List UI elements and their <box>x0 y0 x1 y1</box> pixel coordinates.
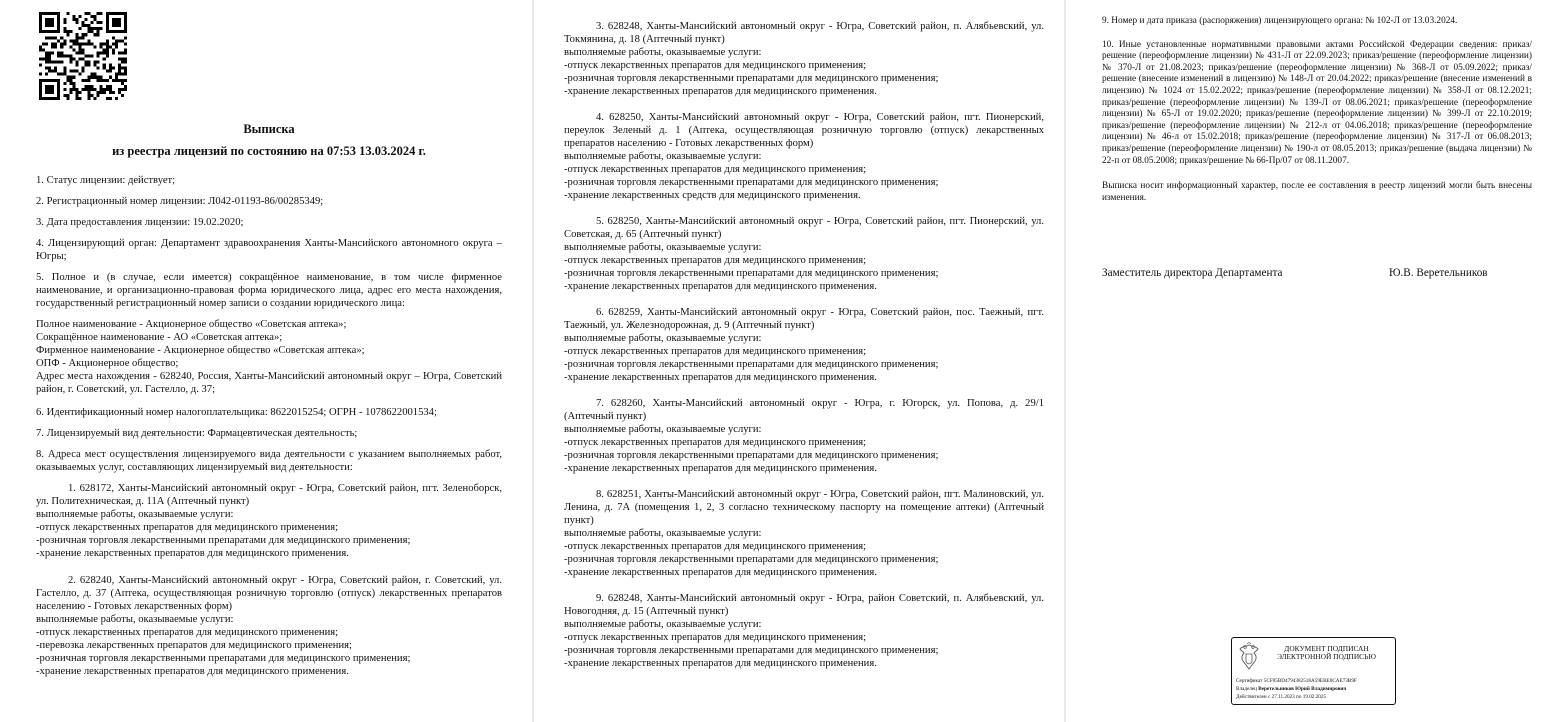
service-line: -розничная торговля лекарственными препаратами для медицинского применения; <box>564 177 939 188</box>
electronic-signature-stamp <box>1231 637 1396 705</box>
org-details <box>36 318 502 396</box>
address-entry <box>36 574 502 678</box>
service-line: -хранение лекарственных препаратов для медицинского применения. <box>36 666 349 677</box>
service-line: -отпуск лекарственных препаратов для медицинского применения; <box>564 632 867 643</box>
service-line: -отпуск лекарственных препаратов для медицинского применения; <box>564 255 867 266</box>
service-line: -розничная торговля лекарственными препаратами для медицинского применения; <box>564 268 939 279</box>
stamp-validity: Действителен с 27.11.2023 по 19.02.2025 <box>1236 694 1327 700</box>
address-heading: 2. 628240, Ханты-Мансийский автономный округ - Югра, Советский район, г. Советский, ул. Гастелло, д. 37 (Аптека, осуществляющая розничную торговлю (отпуск) лекарственных препаратов населению - Готовых лекарственных форм) <box>36 575 502 612</box>
stamp-title: ДОКУМЕНТ ПОДПИСАН ЭЛЕКТРОННОЙ ПОДПИСЬЮ <box>1277 644 1376 662</box>
address-heading: 4. 628250, Ханты-Мансийский автономный округ - Югра, Советский район, пгт. Пионерский, переулок Зеленый д. 1 (Аптека, осуществляющая розничную торговлю (отпуск) лекарственных препаратов населению - Готовых лекарственных форм) <box>564 112 1044 149</box>
address-entry <box>564 306 1044 384</box>
address-entry <box>564 20 1044 98</box>
service-line: -хранение лекарственных препаратов для медицинского применения. <box>564 658 877 669</box>
service-line: -отпуск лекарственных препаратов для медицинского применения; <box>564 541 867 552</box>
service-line: -розничная торговля лекарственными препаратами для медицинского применения; <box>564 450 939 461</box>
service-line: -отпуск лекарственных препаратов для медицинского применения; <box>564 437 867 448</box>
service-line: -отпуск лекарственных препаратов для медицинского применения; <box>36 522 339 533</box>
address-list <box>564 20 1044 670</box>
service-line: -розничная торговля лекарственными препаратами для медицинского применения; <box>564 73 939 84</box>
services-label: выполняемые работы, оказываемые услуги: <box>564 333 762 344</box>
service-line: -хранение лекарственных препаратов для медицинского применения. <box>36 548 349 559</box>
service-line: -отпуск лекарственных препаратов для медицинского применения; <box>564 164 867 175</box>
stamp-cert: Сертификат 5CF05BD4794382518A59EBE0CAE73B9F <box>1236 678 1357 684</box>
service-line: -розничная торговля лекарственными препаратами для медицинского применения; <box>36 535 411 546</box>
service-line: -розничная торговля лекарственными препаратами для медицинского применения; <box>564 554 939 565</box>
org-address: Адрес места нахождения - 628240, Россия, Ханты-Мансийский автономный округ – Югра, Советский район, г. Советский, ул. Гастелло, д. 37; <box>36 371 502 395</box>
services-label: выполняемые работы, оказываемые услуги: <box>564 242 762 253</box>
document-subtitle: из реестра лицензий по состоянию на 07:53 13.03.2024 г. <box>112 144 426 158</box>
disclaimer-note: Выписка носит информационный характер, после ее составления в реестр лицензий могли быть внесены изменения. <box>1102 181 1532 203</box>
service-line: -хранение лекарственных препаратов для медицинского применения. <box>564 567 877 578</box>
address-entry <box>564 215 1044 293</box>
service-line: -розничная торговля лекарственными препаратами для медицинского применения; <box>564 359 939 370</box>
item-activity: 7. Лицензируемый вид деятельности: Фармацевтическая деятельность; <box>36 428 358 439</box>
service-line: -розничная торговля лекарственными препаратами для медицинского применения; <box>36 653 411 664</box>
service-line: -хранение лекарственных препаратов для медицинского применения. <box>564 281 877 292</box>
org-brand-name: Фирменное наименование - Акционерное общество «Советская аптека»; <box>36 345 365 356</box>
address-entry <box>564 488 1044 579</box>
address-entry <box>564 397 1044 475</box>
service-line: -отпуск лекарственных препаратов для медицинского применения; <box>564 346 867 357</box>
org-short-name: Сокращённое наименование - АО «Советская аптека»; <box>36 332 283 343</box>
services-label: выполняемые работы, оказываемые услуги: <box>564 619 762 630</box>
stamp-owner: Владелец Веретельников Юрий Владимирович <box>1236 686 1347 692</box>
item-other-info: 10. Иные установленные нормативными правовыми актами Российской Федерации сведения: приказ/решение (переоформление лицензии) № 431-Л от 22.09.2023; приказ/решение (переоформление лицензии) № 370-Л от 21.08.2023; приказ/решение (переоформление лицензии) № 368-Л от 05.09.2022; приказ/решение (внесение изменений в лицензию) № 148-Л от 20.04.2022; приказ/решение (внесение изменений в лицензию) № 1024 от 15.02.2022; приказ/решение (переоформление лицензии) № 358-Л от 08.12.2021; приказ/решение (переоформление лицензии) № 139-Л от 08.06.2021; приказ/решение (переоформление лицензии) № 65-Л от 19.02.2020; приказ/решение (переоформление лицензии) № 399-Л от 22.10.2019; приказ/решение (переоформление лицензии) № 212-л от 04.06.2018; приказ/решение (переоформление лицензии) № 46-л от 15.02.2018; приказ/решение (переоформление лицензии) № 317-Л от 06.08.2013; приказ/решение (переоформление лицензии) № 190-л от 08.05.2013; приказ/решение (выдача лицензии) № 22-п от 08.05.2008; приказ/решение № 66-Пр/07 от 08.11.2007. <box>1102 39 1532 166</box>
service-line: -отпуск лекарственных препаратов для медицинского применения; <box>564 60 867 71</box>
address-heading: 5. 628250, Ханты-Мансийский автономный округ - Югра, Советский район, пгт. Пионерский, ул. Советская, д. 65 (Аптечный пункт) <box>564 216 1044 240</box>
services-label: выполняемые работы, оказываемые услуги: <box>36 509 234 520</box>
address-heading: 6. 628259, Ханты-Мансийский автономный округ - Югра, Советский район, пос. Таежный, пгт. Таежный, ул. Железнодорожная, д. 9 (Аптечный пункт) <box>564 307 1044 331</box>
signer-name: Ю.В. Веретельников <box>1389 267 1488 279</box>
service-line: -хранение лекарственных препаратов для медицинского применения. <box>564 463 877 474</box>
item-reg-number: 2. Регистрационный номер лицензии: Л042-01193-86/00285349; <box>36 196 324 207</box>
service-line: -хранение лекарственных средств для медицинского применения. <box>564 190 861 201</box>
document-page-3 <box>1066 0 1568 722</box>
item-status: 1. Статус лицензии: действует; <box>36 175 176 186</box>
address-heading: 9. 628248, Ханты-Мансийский автономный округ - Югра, район Советский, п. Алябьевский, ул. Новогодняя, д. 15 (Аптечный пункт) <box>564 593 1044 617</box>
services-label: выполняемые работы, оказываемые услуги: <box>564 151 762 162</box>
address-entry <box>564 592 1044 670</box>
document-page-2 <box>534 0 1064 722</box>
address-entry <box>564 111 1044 202</box>
address-heading: 7. 628260, Ханты-Мансийский автономный округ - Югра, г. Югорск, ул. Попова, д. 29/1 (Аптечный пункт) <box>564 398 1044 422</box>
address-entry <box>36 482 502 560</box>
document-page-1 <box>0 0 532 722</box>
coat-of-arms-icon <box>1236 642 1262 672</box>
item-licensing-body: 4. Лицензирующий орган: Департамент здравоохранения Ханты-Мансийского автономного округа – Югры; <box>36 238 502 262</box>
item-addresses-heading: 8. Адреса мест осуществления лицензируемого вида деятельности с указанием выполняемых работ, оказываемых услуг, составляющих лицензируемый вид деятельности: <box>36 449 502 473</box>
address-heading: 1. 628172, Ханты-Мансийский автономный округ - Югра, Советский район, пгт. Зеленоборск, ул. Политехническая, д. 11А (Аптечный пункт) <box>36 483 502 507</box>
signer-position: Заместитель директора Департамента <box>1102 267 1283 279</box>
services-label: выполняемые работы, оказываемые услуги: <box>564 528 762 539</box>
item-inn: 6. Идентификационный номер налогоплательщика: 8622015254; ОГРН - 1078622001534; <box>36 407 437 418</box>
service-line: -отпуск лекарственных препаратов для медицинского применения; <box>36 627 339 638</box>
services-label: выполняемые работы, оказываемые услуги: <box>36 614 234 625</box>
services-label: выполняемые работы, оказываемые услуги: <box>564 47 762 58</box>
address-heading: 3. 628248, Ханты-Мансийский автономный округ - Югра, Советский район, п. Алябьевский, ул. Токмянина, д. 18 (Аптечный пункт) <box>564 21 1044 45</box>
service-line: -хранение лекарственных препаратов для медицинского применения. <box>564 372 877 383</box>
address-heading: 8. 628251, Ханты-Мансийский автономный округ - Югра, Советский район, пгт. Малиновский, ул. Ленина, д. 7А (помещения 1, 2, 3 согласно техническому паспорту на помещение аптеки) (Аптечный пункт) <box>564 489 1044 526</box>
service-line: -перевозка лекарственных препаратов для медицинского применения; <box>36 640 352 651</box>
service-line: -хранение лекарственных препаратов для медицинского применения. <box>564 86 877 97</box>
document-title: Выписка <box>243 122 295 136</box>
qr-code-image <box>39 12 127 100</box>
org-legal-form: ОПФ - Акционерное общество; <box>36 358 179 369</box>
service-line: -розничная торговля лекарственными препаратами для медицинского применения; <box>564 645 939 656</box>
item-issue-date: 3. Дата предоставления лицензии: 19.02.2020; <box>36 217 244 228</box>
item-order-number: 9. Номер и дата приказа (распоряжения) лицензирующего органа: № 102-Л от 13.03.2024. <box>1102 16 1458 26</box>
item-org-name-heading: 5. Полное и (в случае, если имеется) сокращённое наименование, в том числе фирменное наименование, и организационно-правовая форма юридического лица, адрес его места нахождения, государственный регистрационный номер записи о создании юридического лица: <box>36 272 502 309</box>
services-label: выполняемые работы, оказываемые услуги: <box>564 424 762 435</box>
org-full-name: Полное наименование - Акционерное общество «Советская аптека»; <box>36 319 347 330</box>
